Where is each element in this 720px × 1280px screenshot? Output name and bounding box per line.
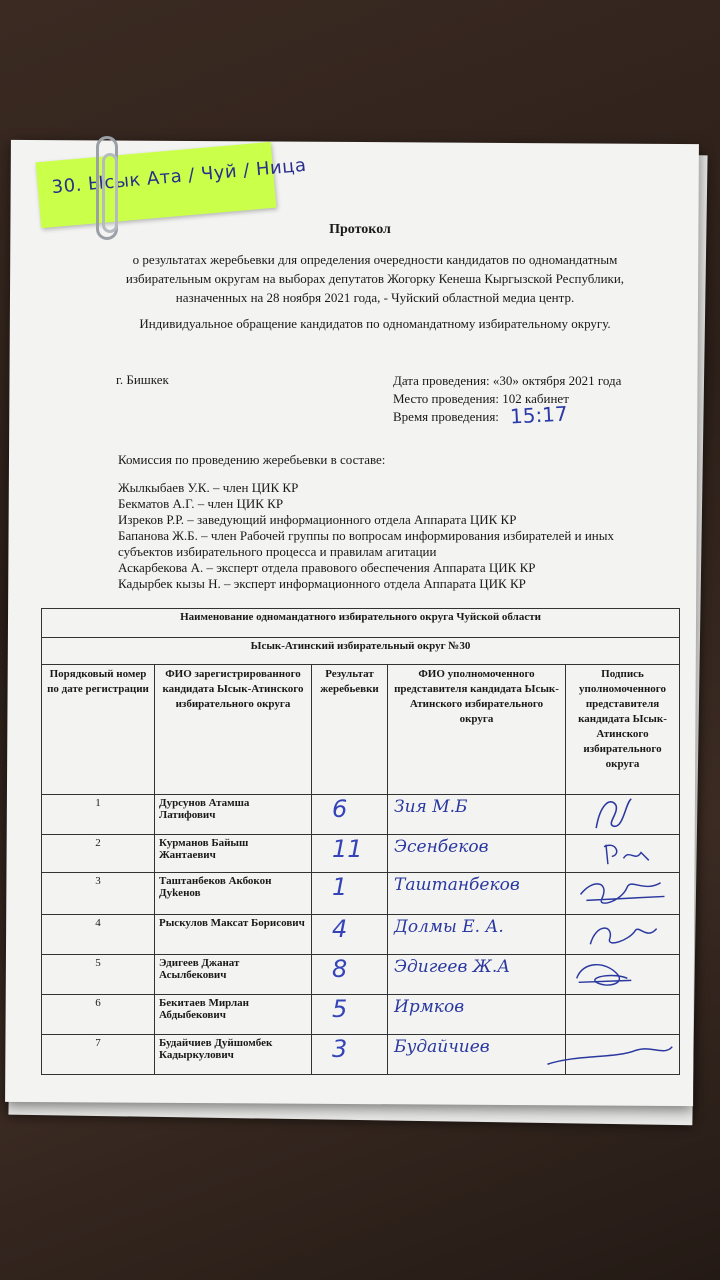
representative-cell	[388, 995, 566, 1035]
representative-name: Таштанбеков	[394, 875, 520, 895]
date-line: Дата проведения: «30» октября 2021 года	[393, 373, 622, 388]
column-header-signature: Подпись уполномоченного представителя кандидата Ысык-Атинского избирательного округа	[566, 665, 680, 795]
region-header: Наименование одномандатного избирательного округа Чуйской области	[42, 609, 680, 638]
representative-name: Эсенбеков	[394, 837, 489, 857]
representative-cell	[388, 873, 566, 915]
place-line: Место проведения: 102 кабинет	[393, 391, 569, 406]
meeting-meta	[393, 372, 621, 426]
member-line: Аскарбекова А. – эксперт отдела правового обеспечения Аппарата ЦИК КР	[118, 560, 536, 575]
signature-cell	[566, 795, 680, 835]
candidate-name: Будайчиев Дуйшомбек Кадыркулович	[155, 1035, 312, 1075]
sticky-note-text: 30. Ыcык Ата / Чуй / Ница	[50, 154, 308, 199]
result-value: 4	[332, 915, 348, 943]
result-cell	[312, 955, 388, 995]
result-cell	[312, 995, 388, 1035]
representative-name: Эдигеев Ж.А	[394, 957, 511, 977]
draw-results-table	[41, 608, 680, 1075]
handwritten-time: 15:17	[509, 401, 569, 429]
appeal-text: Индивидуальное обращение кандидатов по одномандатному избирательному округу.	[139, 316, 611, 331]
table-row	[42, 995, 680, 1035]
result-cell	[312, 835, 388, 873]
member-line: Бекматов А.Г. – член ЦИК КР	[118, 496, 284, 511]
row-number: 4	[42, 915, 155, 955]
representative-cell	[388, 915, 566, 955]
subtitle-line: о результатах жеребьевки для определения очередности кандидатов по одномандатным	[132, 252, 618, 267]
candidate-name: Таштанбеков Акбокон Дуkeнов	[155, 873, 312, 915]
column-header-number: Порядковый номер по дате регистрации	[42, 665, 155, 795]
representative-cell	[388, 955, 566, 995]
result-cell	[312, 873, 388, 915]
representative-name: Будайчиев	[394, 1037, 490, 1057]
signature-icon	[566, 915, 679, 954]
city-label: г. Бишкек	[116, 372, 169, 387]
district-header: Ысык-Атинский избирательный округ №30	[42, 638, 680, 665]
result-cell	[312, 795, 388, 835]
row-number: 6	[42, 995, 155, 1035]
signature-cell	[566, 995, 680, 1035]
time-label: Время проведения:	[393, 409, 499, 424]
candidate-name: Рыскулов Максат Борисович	[155, 915, 312, 955]
result-cell	[312, 915, 388, 955]
representative-cell	[388, 1035, 566, 1075]
row-number: 5	[42, 955, 155, 995]
row-number: 1	[42, 795, 155, 835]
signature-cell	[566, 873, 680, 915]
candidate-name: Курманов Байыш Жантаевич	[155, 835, 312, 873]
signature-cell	[566, 915, 680, 955]
result-value: 3	[332, 1035, 348, 1063]
representative-name: Долмы Е. А.	[394, 917, 504, 937]
result-value: 8	[332, 955, 348, 983]
row-number: 7	[42, 1035, 155, 1075]
signature-icon	[566, 873, 679, 914]
table-row	[42, 1035, 680, 1075]
representative-cell	[388, 835, 566, 873]
signature-icon	[566, 1035, 679, 1074]
result-value: 1	[332, 873, 348, 901]
column-header-representative: ФИО уполномоченного представителя кандидата Ысык-Атинского избирательного округа	[388, 665, 566, 795]
subtitle-line: избирательным округам на выборах депутатов Жогорку Кенеша Кыргызской Республики,	[125, 271, 625, 286]
commission-members	[118, 480, 648, 592]
row-number: 3	[42, 873, 155, 915]
column-header-result: Результат жеребьевки	[312, 665, 388, 795]
result-cell	[312, 1035, 388, 1075]
row-number: 2	[42, 835, 155, 873]
member-line: Изреков Р.Р. – заведующий информационного отдела Аппарата ЦИК КР	[118, 512, 517, 527]
result-value: 6	[332, 795, 348, 823]
table-row	[42, 795, 680, 835]
signature-icon	[566, 795, 679, 834]
signature-cell	[566, 1035, 680, 1075]
table-row	[42, 915, 680, 955]
table-row	[42, 835, 680, 873]
paperclip-icon	[96, 136, 118, 240]
commission-heading: Комиссия по проведению жеребьевки в составе:	[118, 452, 386, 467]
document-title: Протокол	[329, 222, 391, 237]
representative-name: Ирмков	[394, 997, 465, 1017]
member-line: Кадырбек кызы Н. – эксперт информационного отдела Аппарата ЦИК КР	[118, 576, 526, 591]
table-row	[42, 873, 680, 915]
column-header-candidate: ФИО зарегистрированного кандидата Ысык-Атинского избирательного округа	[155, 665, 312, 795]
subtitle-line: назначенных на 28 ноября 2021 года, - Чуйский областной медиа центр.	[175, 290, 575, 305]
table-row	[42, 955, 680, 995]
signature-icon	[566, 835, 679, 872]
result-value: 11	[332, 835, 363, 863]
document-subtitle	[100, 250, 650, 307]
candidate-name: Эдигеев Джанат Асылбекович	[155, 955, 312, 995]
member-line: Жылкыбаев У.К. – член ЦИК КР	[118, 480, 299, 495]
representative-cell	[388, 795, 566, 835]
candidate-name: Бекитаев Мирлан Абдыбекович	[155, 995, 312, 1035]
member-line: Бапанова Ж.Б. – член Рабочей группы по вопросам информирования избирателей и иных субъектов избирательного процесса и правилам агитации	[118, 528, 614, 559]
signature-cell	[566, 955, 680, 995]
candidate-name: Дурсунов Атамша Латифович	[155, 795, 312, 835]
result-value: 5	[332, 995, 348, 1023]
signature-icon	[566, 955, 679, 994]
representative-name: Зия М.Б	[394, 797, 468, 817]
signature-cell	[566, 835, 680, 873]
